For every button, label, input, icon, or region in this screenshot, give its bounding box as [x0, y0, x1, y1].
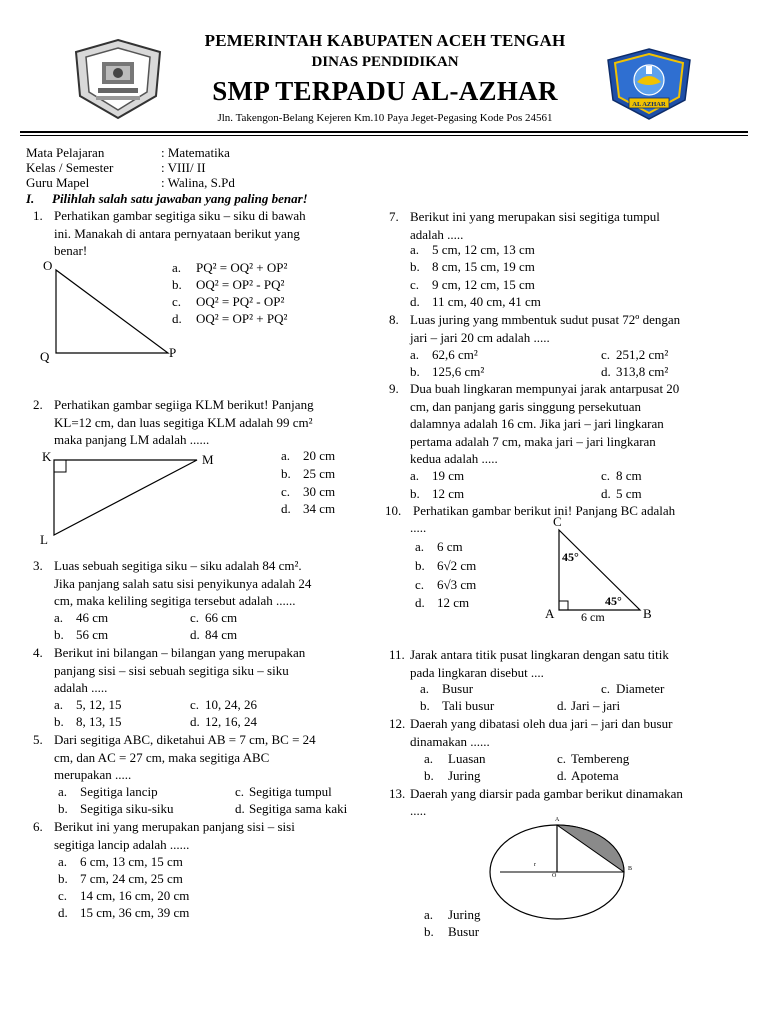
- option-text[interactable]: 19 cm: [432, 468, 465, 483]
- option-text[interactable]: 66 cm: [205, 610, 238, 625]
- section-title: Pilihlah salah satu jawaban yang paling benar!: [52, 191, 308, 206]
- vertex-label-b: B: [643, 606, 652, 621]
- option-letter[interactable]: a.: [172, 260, 182, 275]
- question-text-line: cm, maka keliling segitiga tersebut adalah ......: [54, 593, 296, 608]
- option-text[interactable]: 125,6 cm²: [432, 364, 485, 379]
- option-text[interactable]: Tembereng: [571, 751, 630, 766]
- option-letter[interactable]: a.: [410, 242, 420, 257]
- option-text[interactable]: 9 cm, 12 cm, 15 cm: [432, 277, 535, 292]
- option-letter[interactable]: a.: [281, 448, 291, 463]
- option-letter[interactable]: c.: [601, 468, 611, 483]
- question-text-line: panjang sisi – sisi sebuah segitiga siku – siku: [54, 662, 289, 678]
- option-letter[interactable]: a.: [58, 784, 68, 799]
- question-text-line: adalah .....: [54, 680, 108, 695]
- question-text-line: Daerah yang diarsir pada gambar berikut dinamakan: [410, 786, 683, 801]
- question-text-line: Luas sebuah segitiga siku – siku adalah 84 cm².: [54, 558, 302, 573]
- option-letter[interactable]: a.: [424, 751, 434, 766]
- option-text[interactable]: 6√3 cm: [437, 577, 477, 592]
- option-text[interactable]: 313,8 cm²: [616, 364, 669, 379]
- option-letter[interactable]: b.: [58, 801, 68, 816]
- vertex-label-k: K: [42, 449, 52, 464]
- question-text-line: maka panjang LM adalah ......: [54, 432, 210, 447]
- question-text-line: kedua adalah .....: [410, 451, 498, 466]
- question-number: 4.: [33, 645, 43, 660]
- option-text[interactable]: 7 cm, 24 cm, 25 cm: [80, 871, 183, 886]
- point-label-b: B: [628, 866, 633, 872]
- side-label-ab: 6 cm: [581, 610, 605, 624]
- vertex-label-p: P: [169, 345, 177, 360]
- option-text[interactable]: OQ² = OP² - PQ²: [196, 277, 285, 292]
- option-letter[interactable]: d.: [190, 627, 200, 642]
- option-letter[interactable]: b.: [410, 364, 420, 379]
- option-letter[interactable]: d.: [601, 364, 611, 379]
- angle-label-c: 45°: [562, 550, 579, 564]
- option-text[interactable]: Busur: [448, 924, 480, 939]
- option-text[interactable]: 46 cm: [76, 610, 109, 625]
- circle-sector-figure: [0, 0, 1, 1]
- vertex-label-a: A: [545, 606, 555, 621]
- option-text[interactable]: 30 cm: [303, 484, 336, 499]
- question-text-line: Berikut ini yang merupakan sisi segitiga tumpul: [410, 209, 660, 224]
- question-text-line: Jika panjang salah satu sisi penyikunya adalah 24: [54, 575, 312, 591]
- option-text[interactable]: Segitiga lancip: [80, 784, 158, 799]
- option-text[interactable]: Juring: [448, 907, 481, 922]
- option-text[interactable]: Segitiga siku-siku: [80, 801, 174, 816]
- option-text[interactable]: Busur: [442, 681, 474, 696]
- option-letter[interactable]: c.: [601, 681, 611, 696]
- question-text-line: ini. Manakah di antara pernyataan berikut yang: [54, 225, 300, 241]
- question-text-line: Berikut ini bilangan – bilangan yang merupakan: [54, 645, 306, 660]
- option-letter[interactable]: d.: [557, 768, 567, 783]
- question-text-line: Berikut ini yang merupakan panjang sisi – sisi: [54, 819, 295, 834]
- option-letter[interactable]: a.: [410, 468, 420, 483]
- vertex-label-o: O: [43, 258, 53, 273]
- option-letter[interactable]: c.: [601, 347, 611, 362]
- question-number: 9.: [389, 381, 399, 396]
- school-address: Jln. Takengon-Belang Kejeren Km.10 Paya Jeget-Pegasing Kode Pos 24561: [217, 112, 553, 124]
- question-text-line: KL=12 cm, dan luas segitiga KLM adalah 99 cm²: [54, 414, 313, 430]
- option-text[interactable]: 6 cm, 13 cm, 15 cm: [80, 854, 183, 869]
- question-number: 2.: [33, 397, 43, 412]
- option-letter[interactable]: c.: [415, 577, 425, 592]
- info-value: : Matematika: [161, 145, 230, 160]
- option-letter[interactable]: c.: [190, 697, 200, 712]
- question-text-line: adalah .....: [410, 226, 464, 242]
- vertex-label-q: Q: [40, 349, 50, 364]
- option-text[interactable]: 8, 13, 15: [76, 714, 122, 729]
- question-number: 12.: [389, 716, 406, 731]
- option-letter[interactable]: a.: [410, 347, 420, 362]
- question-text-line: cm, dan panjang garis singgung persekutuan: [410, 398, 642, 414]
- option-letter[interactable]: c.: [410, 277, 420, 292]
- option-letter[interactable]: b.: [424, 768, 434, 783]
- angle-label-b: 45°: [605, 594, 622, 608]
- option-letter[interactable]: d.: [415, 595, 425, 610]
- option-text[interactable]: 8 cm: [616, 468, 642, 483]
- question-number: 5.: [33, 732, 43, 747]
- info-label: Kelas / Semester: [26, 160, 114, 175]
- option-letter[interactable]: d.: [601, 486, 611, 501]
- school-name: SMP TERPADU AL-AZHAR: [212, 76, 558, 106]
- option-letter[interactable]: d.: [235, 801, 245, 816]
- vertex-label-c: C: [553, 514, 562, 529]
- option-letter[interactable]: d.: [557, 698, 567, 713]
- option-text[interactable]: 34 cm: [303, 501, 336, 516]
- option-text[interactable]: 12 cm: [432, 486, 465, 501]
- vertex-label-m: M: [202, 452, 214, 467]
- option-text[interactable]: 5, 12, 15: [76, 697, 122, 712]
- letterhead-line-2: DINAS PENDIDIKAN: [311, 54, 459, 70]
- header-rule-thick: [20, 131, 748, 133]
- option-text[interactable]: Jari – jari: [571, 698, 621, 713]
- question-number: 11.: [389, 647, 405, 662]
- question-text-line: Perhatikan gambar segitiga siku – siku di bawah: [54, 208, 306, 223]
- question-text-line: merupakan .....: [54, 767, 132, 782]
- question-text-line: Daerah yang dibatasi oleh dua jari – jari dan busur: [410, 716, 673, 731]
- question-text-line: Luas juring yang mmbentuk sudut pusat 72º dengan: [410, 312, 681, 327]
- option-letter[interactable]: b.: [281, 466, 291, 481]
- info-value: : VIII/ II: [161, 160, 206, 175]
- question-text-line: pada lingkaran disebut ....: [410, 664, 544, 680]
- option-text[interactable]: 251,2 cm²: [616, 347, 669, 362]
- option-letter[interactable]: b.: [172, 277, 182, 292]
- question-text-line: Perhatikan gambar segiiga KLM berikut! Panjang: [54, 397, 314, 412]
- right-school-logo-icon: [607, 48, 691, 120]
- option-letter[interactable]: b.: [424, 924, 434, 939]
- option-letter[interactable]: d.: [190, 714, 200, 729]
- info-label: Guru Mapel: [26, 175, 90, 190]
- option-text[interactable]: 5 cm: [616, 486, 642, 501]
- option-letter[interactable]: b.: [410, 259, 420, 274]
- question-text-line: Dua buah lingkaran mempunyai jarak antarpusat 20: [410, 381, 680, 396]
- question-text-line: benar!: [54, 243, 88, 258]
- info-label: Mata Pelajaran: [26, 145, 105, 160]
- option-text[interactable]: PQ² = OQ² + OP²: [196, 260, 288, 275]
- option-text[interactable]: 14 cm, 16 cm, 20 cm: [80, 888, 190, 903]
- option-letter[interactable]: a.: [54, 697, 64, 712]
- option-letter[interactable]: a.: [54, 610, 64, 625]
- option-text[interactable]: 6√2 cm: [437, 558, 477, 573]
- question-text-line: dalamnya adalah 16 cm. Jika jari – jari lingkaran: [410, 416, 664, 431]
- option-text[interactable]: Segitiga tumpul: [249, 784, 332, 799]
- option-letter[interactable]: a.: [420, 681, 430, 696]
- option-text[interactable]: Apotema: [571, 768, 619, 783]
- option-letter[interactable]: c.: [58, 888, 68, 903]
- option-letter[interactable]: a.: [58, 854, 68, 869]
- info-value: : Walina, S.Pd: [161, 175, 235, 190]
- option-letter[interactable]: b.: [410, 486, 420, 501]
- option-text[interactable]: Tali busur: [442, 698, 495, 713]
- option-text[interactable]: 56 cm: [76, 627, 109, 642]
- option-letter[interactable]: b.: [54, 714, 64, 729]
- option-text[interactable]: 15 cm, 36 cm, 39 cm: [80, 905, 190, 920]
- logo-ribbon-text: AL AZHAR: [632, 101, 666, 108]
- option-text[interactable]: OQ² = PQ² - OP²: [196, 294, 285, 309]
- option-text[interactable]: OQ² = OP² + PQ²: [196, 311, 288, 326]
- option-text[interactable]: 10, 24, 26: [205, 697, 257, 712]
- question-number: 10.: [385, 503, 402, 518]
- option-letter[interactable]: d.: [172, 311, 182, 326]
- option-text[interactable]: Luasan: [448, 751, 486, 766]
- option-letter[interactable]: c.: [281, 484, 291, 499]
- option-text[interactable]: 62,6 cm²: [432, 347, 478, 362]
- option-text[interactable]: Juring: [448, 768, 481, 783]
- option-text[interactable]: 20 cm: [303, 448, 336, 463]
- option-letter[interactable]: d.: [58, 905, 68, 920]
- question-text-line: Perhatikan gambar berikut ini! Panjang BC adalah: [413, 503, 676, 518]
- vertex-label-l: L: [40, 532, 48, 547]
- option-text[interactable]: 84 cm: [205, 627, 238, 642]
- option-text[interactable]: 12 cm: [437, 595, 470, 610]
- question-text-line: .....: [410, 520, 427, 535]
- option-text[interactable]: 12, 16, 24: [205, 714, 257, 729]
- option-text[interactable]: 8 cm, 15 cm, 19 cm: [432, 259, 535, 274]
- point-label-o: O: [552, 873, 557, 879]
- question-number: 1.: [33, 208, 43, 223]
- section-number: I.: [26, 191, 35, 206]
- radius-label: r: [534, 862, 536, 868]
- option-text[interactable]: 6 cm: [437, 539, 463, 554]
- header-rule-thin: [20, 135, 748, 136]
- option-letter[interactable]: c.: [190, 610, 200, 625]
- question-text-line: jari – jari 20 cm adalah .....: [410, 329, 550, 345]
- option-text[interactable]: 5 cm, 12 cm, 13 cm: [432, 242, 535, 257]
- option-text[interactable]: 11 cm, 40 cm, 41 cm: [432, 294, 541, 309]
- option-letter[interactable]: c.: [172, 294, 182, 309]
- question-text-line: cm, dan AC = 27 cm, maka segitiga ABC: [54, 749, 270, 765]
- question-text-line: dinamakan ......: [410, 733, 490, 749]
- question-number: 7.: [389, 209, 399, 224]
- option-letter[interactable]: b.: [58, 871, 68, 886]
- letterhead-line-1: PEMERINTAH KABUPATEN ACEH TENGAH: [204, 31, 566, 50]
- question-text-line: Dari segitiga ABC, diketahui AB = 7 cm, BC = 24: [54, 732, 316, 747]
- question-number: 6.: [33, 819, 43, 834]
- question-number: 3.: [33, 558, 43, 573]
- option-text[interactable]: Segitiga sama kaki: [249, 801, 348, 816]
- option-letter[interactable]: d.: [410, 294, 420, 309]
- left-emblem-icon: [74, 38, 162, 120]
- question-text-line: pertama adalah 7 cm, maka jari – jari lingkaran: [410, 433, 656, 449]
- question-text-line: Jarak antara titik pusat lingkaran dengan satu titik: [410, 647, 669, 662]
- option-letter[interactable]: c.: [557, 751, 567, 766]
- option-letter[interactable]: b.: [415, 558, 425, 573]
- option-letter[interactable]: b.: [54, 627, 64, 642]
- option-letter[interactable]: c.: [235, 784, 245, 799]
- option-letter[interactable]: a.: [415, 539, 425, 554]
- question-number: 13.: [389, 786, 406, 801]
- option-letter[interactable]: b.: [420, 698, 430, 713]
- point-label-a: A: [555, 817, 560, 823]
- option-text[interactable]: 25 cm: [303, 466, 336, 481]
- option-letter[interactable]: d.: [281, 501, 291, 516]
- question-text-line: .....: [410, 803, 427, 818]
- question-text-line: segitiga lancip adalah ......: [54, 836, 190, 852]
- option-letter[interactable]: a.: [424, 907, 434, 922]
- option-text[interactable]: Diameter: [616, 681, 665, 696]
- question-number: 8.: [389, 312, 399, 327]
